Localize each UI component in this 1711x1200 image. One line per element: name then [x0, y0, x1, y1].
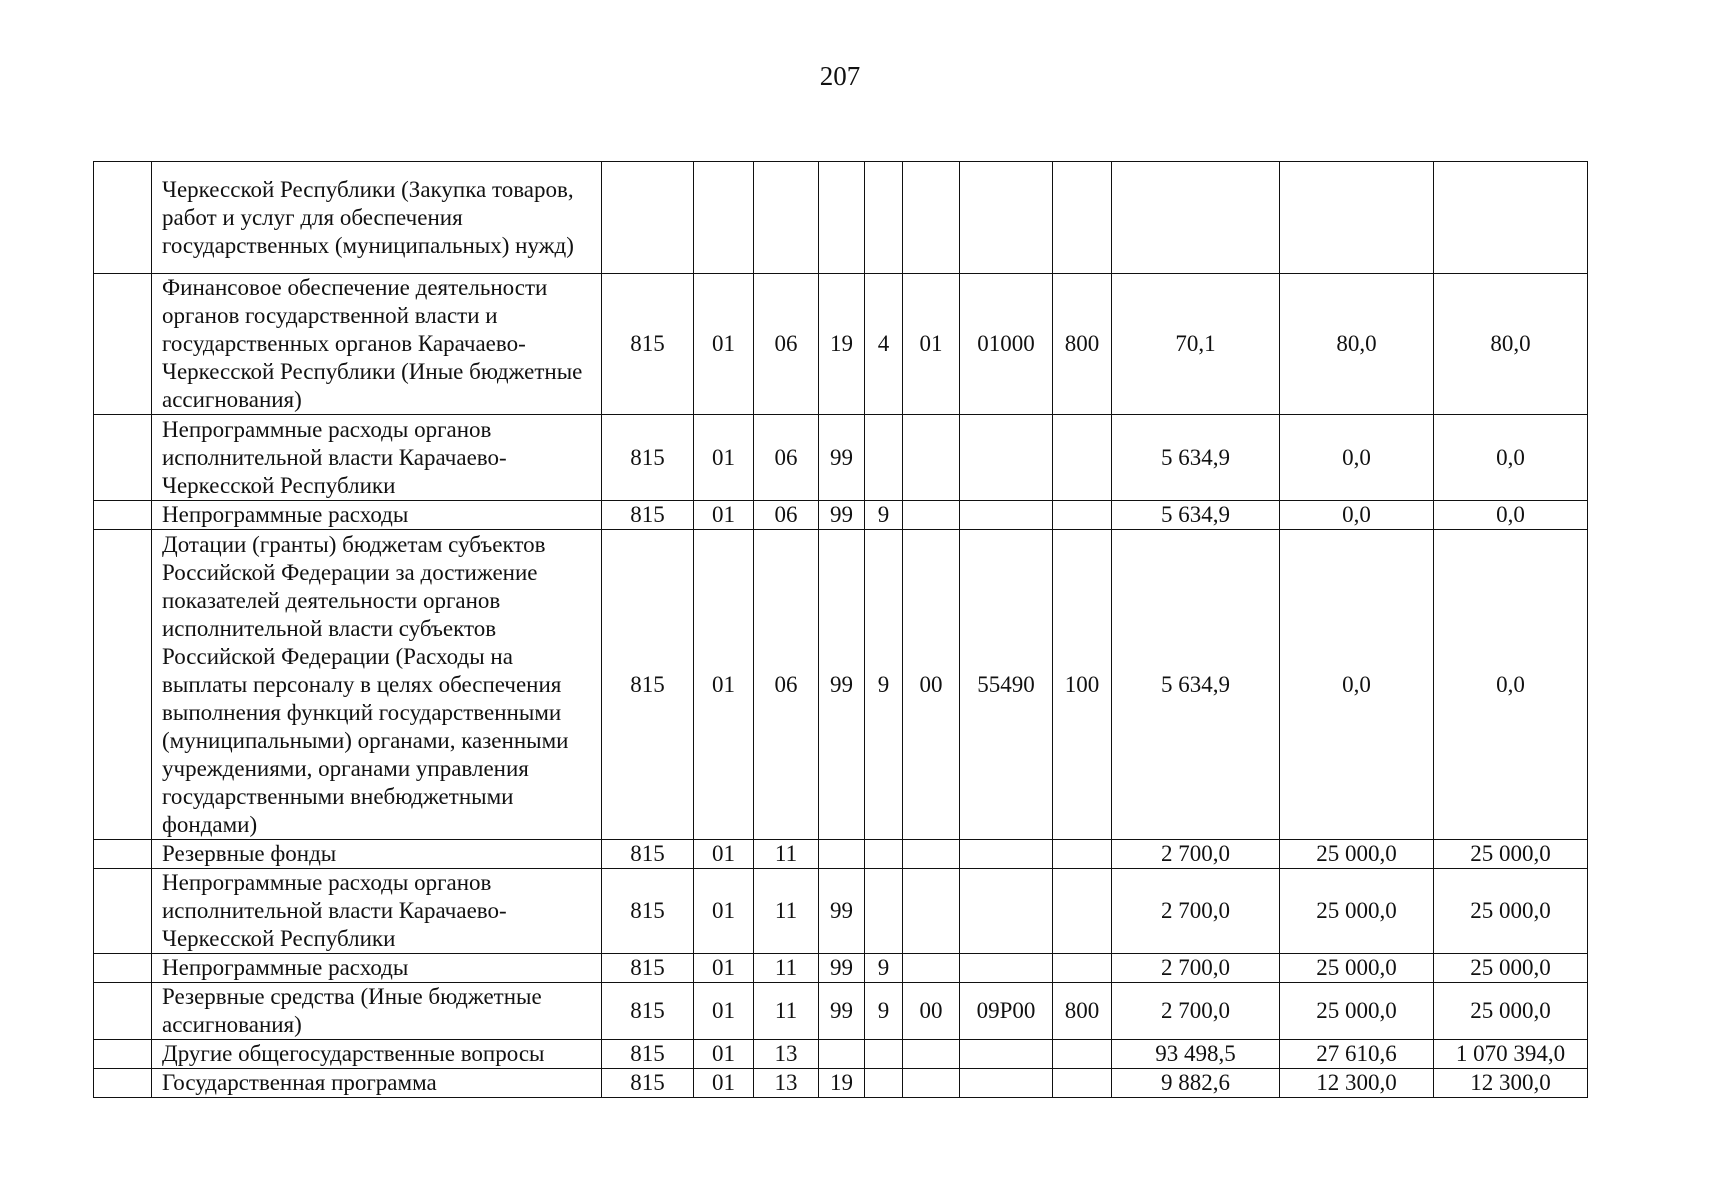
amount-year-2-cell: 12 300,0 — [1280, 1069, 1434, 1098]
code-measure-cell: 01 — [903, 274, 960, 415]
row-number-cell — [94, 869, 152, 954]
table-body — [94, 162, 1588, 1098]
item-name-cell: Другие общегосударственные вопросы — [152, 1040, 602, 1069]
amount-year-1-cell: 5 634,9 — [1112, 415, 1280, 501]
code-admin-cell: 815 — [602, 501, 694, 530]
item-name-cell: Резервные фонды — [152, 840, 602, 869]
code-direction-cell — [960, 869, 1053, 954]
code-subprogram-cell: 9 — [865, 954, 903, 983]
code-expense-type-cell — [1053, 954, 1112, 983]
item-name-cell: Непрограммные расходы органов исполнительной власти Карачаево-Черкесской Республики — [152, 869, 602, 954]
code-subsection-cell: 13 — [754, 1040, 819, 1069]
item-name-cell: Дотации (гранты) бюджетам субъектов Российской Федерации за достижение показателей деятельности органов исполнительной власти субъектов Российской Федерации (Расходы на выплаты персоналу в целях обеспечения выполнения функций государственными (муниципальными) органами, казенными учреждениями, органами управления государственными внебюджетными фондами) — [152, 530, 602, 840]
table-row — [94, 1040, 1588, 1069]
table-row — [94, 1069, 1588, 1098]
code-admin-cell: 815 — [602, 1069, 694, 1098]
code-program-cell — [819, 840, 865, 869]
code-expense-type-cell — [1053, 162, 1112, 274]
code-section-cell: 01 — [694, 983, 754, 1040]
item-name-cell: Непрограммные расходы — [152, 954, 602, 983]
row-number-cell — [94, 840, 152, 869]
code-admin-cell: 815 — [602, 415, 694, 501]
code-subsection-cell: 11 — [754, 869, 819, 954]
table-row — [94, 530, 1588, 840]
code-expense-type-cell — [1053, 415, 1112, 501]
code-program-cell — [819, 162, 865, 274]
amount-year-2-cell: 0,0 — [1280, 501, 1434, 530]
amount-year-3-cell — [1434, 162, 1588, 274]
amount-year-3-cell: 25 000,0 — [1434, 983, 1588, 1040]
code-subsection-cell: 11 — [754, 983, 819, 1040]
code-direction-cell: 09Р00 — [960, 983, 1053, 1040]
code-subsection-cell: 06 — [754, 501, 819, 530]
code-expense-type-cell — [1053, 1069, 1112, 1098]
row-number-cell — [94, 983, 152, 1040]
code-subsection-cell: 06 — [754, 274, 819, 415]
amount-year-1-cell: 70,1 — [1112, 274, 1280, 415]
amount-year-3-cell: 0,0 — [1434, 530, 1588, 840]
code-subsection-cell: 06 — [754, 530, 819, 840]
amount-year-3-cell: 12 300,0 — [1434, 1069, 1588, 1098]
table-row — [94, 415, 1588, 501]
code-measure-cell — [903, 1069, 960, 1098]
table-row — [94, 162, 1588, 274]
code-admin-cell: 815 — [602, 274, 694, 415]
code-measure-cell — [903, 162, 960, 274]
item-name-cell: Государственная программа — [152, 1069, 602, 1098]
code-subprogram-cell — [865, 162, 903, 274]
amount-year-2-cell: 25 000,0 — [1280, 869, 1434, 954]
code-direction-cell — [960, 415, 1053, 501]
code-direction-cell: 55490 — [960, 530, 1053, 840]
code-subprogram-cell: 9 — [865, 501, 903, 530]
code-program-cell: 19 — [819, 1069, 865, 1098]
code-direction-cell — [960, 1040, 1053, 1069]
code-measure-cell — [903, 954, 960, 983]
code-section-cell: 01 — [694, 840, 754, 869]
code-section-cell: 01 — [694, 501, 754, 530]
code-direction-cell — [960, 954, 1053, 983]
amount-year-2-cell: 25 000,0 — [1280, 954, 1434, 983]
code-measure-cell: 00 — [903, 530, 960, 840]
code-section-cell: 01 — [694, 530, 754, 840]
code-expense-type-cell — [1053, 869, 1112, 954]
code-section-cell: 01 — [694, 869, 754, 954]
code-expense-type-cell — [1053, 501, 1112, 530]
code-direction-cell — [960, 501, 1053, 530]
code-admin-cell: 815 — [602, 1040, 694, 1069]
code-subsection-cell: 13 — [754, 1069, 819, 1098]
code-measure-cell — [903, 501, 960, 530]
code-expense-type-cell — [1053, 1040, 1112, 1069]
table-row — [94, 954, 1588, 983]
table-row — [94, 869, 1588, 954]
amount-year-1-cell: 5 634,9 — [1112, 530, 1280, 840]
code-subsection-cell — [754, 162, 819, 274]
amount-year-3-cell: 0,0 — [1434, 415, 1588, 501]
code-direction-cell: 01000 — [960, 274, 1053, 415]
code-section-cell: 01 — [694, 415, 754, 501]
table-row — [94, 274, 1588, 415]
code-subprogram-cell — [865, 1069, 903, 1098]
amount-year-3-cell: 0,0 — [1434, 501, 1588, 530]
code-subprogram-cell — [865, 415, 903, 501]
budget-table — [93, 161, 1588, 1098]
code-program-cell: 99 — [819, 530, 865, 840]
amount-year-2-cell: 25 000,0 — [1280, 840, 1434, 869]
code-expense-type-cell: 800 — [1053, 274, 1112, 415]
page-number: 207 — [819, 61, 861, 91]
item-name-cell: Резервные средства (Иные бюджетные ассигнования) — [152, 983, 602, 1040]
row-number-cell — [94, 501, 152, 530]
code-program-cell: 19 — [819, 274, 865, 415]
code-program-cell: 99 — [819, 415, 865, 501]
table-row — [94, 983, 1588, 1040]
code-admin-cell: 815 — [602, 869, 694, 954]
code-subprogram-cell: 4 — [865, 274, 903, 415]
amount-year-3-cell: 80,0 — [1434, 274, 1588, 415]
code-program-cell: 99 — [819, 869, 865, 954]
code-section-cell — [694, 162, 754, 274]
code-section-cell: 01 — [694, 274, 754, 415]
table-row — [94, 840, 1588, 869]
amount-year-2-cell: 0,0 — [1280, 415, 1434, 501]
code-section-cell: 01 — [694, 954, 754, 983]
item-name-cell: Непрограммные расходы — [152, 501, 602, 530]
amount-year-1-cell: 2 700,0 — [1112, 869, 1280, 954]
code-expense-type-cell: 800 — [1053, 983, 1112, 1040]
item-name-cell: Непрограммные расходы органов исполнительной власти Карачаево-Черкесской Республики — [152, 415, 602, 501]
code-measure-cell — [903, 840, 960, 869]
code-measure-cell — [903, 415, 960, 501]
code-measure-cell: 00 — [903, 983, 960, 1040]
row-number-cell — [94, 1069, 152, 1098]
amount-year-1-cell: 9 882,6 — [1112, 1069, 1280, 1098]
code-section-cell: 01 — [694, 1040, 754, 1069]
code-admin-cell: 815 — [602, 983, 694, 1040]
amount-year-3-cell: 25 000,0 — [1434, 954, 1588, 983]
amount-year-3-cell: 25 000,0 — [1434, 869, 1588, 954]
code-admin-cell: 815 — [602, 954, 694, 983]
row-number-cell — [94, 954, 152, 983]
code-section-cell: 01 — [694, 1069, 754, 1098]
amount-year-2-cell: 80,0 — [1280, 274, 1434, 415]
amount-year-2-cell: 0,0 — [1280, 530, 1434, 840]
code-subsection-cell: 11 — [754, 954, 819, 983]
code-subsection-cell: 06 — [754, 415, 819, 501]
code-program-cell: 99 — [819, 954, 865, 983]
amount-year-2-cell: 25 000,0 — [1280, 983, 1434, 1040]
item-name-cell: Черкесской Республики (Закупка товаров, работ и услуг для обеспечения государственных (муниципальных) нужд) — [152, 162, 602, 274]
code-direction-cell — [960, 1069, 1053, 1098]
amount-year-3-cell: 25 000,0 — [1434, 840, 1588, 869]
amount-year-2-cell — [1280, 162, 1434, 274]
code-measure-cell — [903, 1040, 960, 1069]
table-row — [94, 501, 1588, 530]
row-number-cell — [94, 530, 152, 840]
amount-year-1-cell: 2 700,0 — [1112, 983, 1280, 1040]
code-direction-cell — [960, 840, 1053, 869]
amount-year-1-cell: 2 700,0 — [1112, 840, 1280, 869]
amount-year-2-cell: 27 610,6 — [1280, 1040, 1434, 1069]
code-admin-cell: 815 — [602, 530, 694, 840]
code-expense-type-cell: 100 — [1053, 530, 1112, 840]
code-expense-type-cell — [1053, 840, 1112, 869]
code-program-cell: 99 — [819, 501, 865, 530]
code-program-cell — [819, 1040, 865, 1069]
code-subprogram-cell: 9 — [865, 530, 903, 840]
code-program-cell: 99 — [819, 983, 865, 1040]
row-number-cell — [94, 415, 152, 501]
code-subprogram-cell — [865, 840, 903, 869]
item-name-cell: Финансовое обеспечение деятельности органов государственной власти и государственных органов Карачаево-Черкесской Республики (Иные бюджетные ассигнования) — [152, 274, 602, 415]
row-number-cell — [94, 1040, 152, 1069]
amount-year-1-cell — [1112, 162, 1280, 274]
code-subprogram-cell: 9 — [865, 983, 903, 1040]
code-subprogram-cell — [865, 1040, 903, 1069]
code-subsection-cell: 11 — [754, 840, 819, 869]
code-admin-cell — [602, 162, 694, 274]
amount-year-1-cell: 2 700,0 — [1112, 954, 1280, 983]
code-measure-cell — [903, 869, 960, 954]
row-number-cell — [94, 274, 152, 415]
amount-year-1-cell: 93 498,5 — [1112, 1040, 1280, 1069]
amount-year-1-cell: 5 634,9 — [1112, 501, 1280, 530]
code-subprogram-cell — [865, 869, 903, 954]
code-direction-cell — [960, 162, 1053, 274]
amount-year-3-cell: 1 070 394,0 — [1434, 1040, 1588, 1069]
row-number-cell — [94, 162, 152, 274]
code-admin-cell: 815 — [602, 840, 694, 869]
